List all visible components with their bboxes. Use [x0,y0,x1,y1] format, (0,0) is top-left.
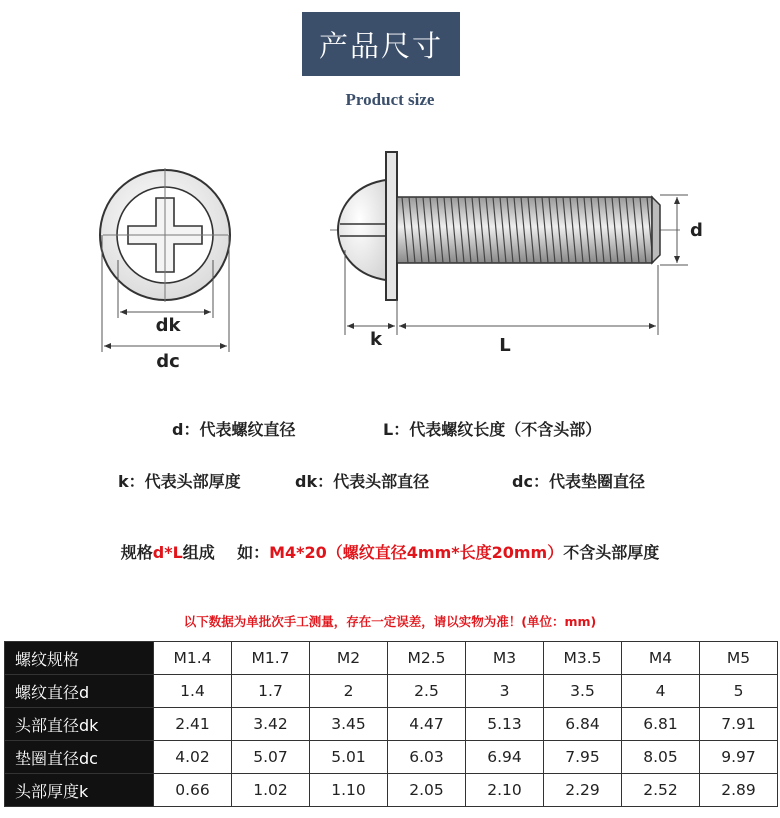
spec-prefix: 规格 [120,543,153,562]
row-header: 螺纹直径d [5,675,154,708]
table-row [5,642,778,675]
table-cell: 9.97 [700,741,778,774]
table-cell: 7.95 [544,741,622,774]
table-cell: 4.02 [154,741,232,774]
table-cell: 2.89 [700,774,778,807]
table-cell: 5.07 [232,741,310,774]
table-cell: 8.05 [622,741,700,774]
table-cell: M1.4 [154,642,232,675]
table-cell: 6.94 [466,741,544,774]
k-label: k [370,329,382,350]
table-cell: 3.5 [544,675,622,708]
head-top-view [100,168,230,372]
screw-side-view [330,152,703,356]
table-cell: 1.02 [232,774,310,807]
page-subtitle: Product size [345,90,435,109]
table-cell: 3 [466,675,544,708]
d-label: d [690,220,703,241]
table-cell: 4 [622,675,700,708]
table-cell: M2 [310,642,388,675]
dc-label: dc [156,351,180,372]
table-cell: 7.91 [700,708,778,741]
legend-d: d：代表螺纹直径 [172,420,296,439]
row-header: 螺纹规格 [5,642,154,675]
legend-k: k：代表头部厚度 [118,472,241,491]
table-cell: M1.7 [232,642,310,675]
spec-dl: d*L [152,543,183,562]
row-header: 头部直径dk [5,708,154,741]
table-cell: 5.13 [466,708,544,741]
dk-label: dk [155,315,181,336]
row-header: 垫圈直径dc [5,741,154,774]
table-cell: 2.5 [388,675,466,708]
spec-example: M4*20（螺纹直径4mm*长度20mm） [269,543,564,562]
legend-dk: dk：代表头部直径 [295,472,430,491]
table-cell: 1.7 [232,675,310,708]
table-cell: 1.4 [154,675,232,708]
table-cell: 4.47 [388,708,466,741]
table-cell: 5.01 [310,741,388,774]
table-cell: 6.03 [388,741,466,774]
table-cell: M5 [700,642,778,675]
table-cell: 2.10 [466,774,544,807]
spec-suffix: 不含头部厚度 [563,543,660,562]
table-cell: 2.05 [388,774,466,807]
table-cell: 2.41 [154,708,232,741]
table-cell: 2 [310,675,388,708]
table-cell: 2.52 [622,774,700,807]
table-cell: M2.5 [388,642,466,675]
L-label: L [499,335,511,356]
table-row [5,741,778,774]
table-cell: M3 [466,642,544,675]
table-cell: 2.29 [544,774,622,807]
table-cell: 1.10 [310,774,388,807]
table-cell: 5 [700,675,778,708]
legend-dc: dc：代表垫圈直径 [512,472,645,491]
table-row [5,675,778,708]
dimensions-table [4,641,778,807]
page-title: 产品尺寸 [302,12,460,76]
table-cell: M3.5 [544,642,622,675]
table-cell: 0.66 [154,774,232,807]
table-cell: 3.42 [232,708,310,741]
spec-line [0,540,780,563]
table-row [5,708,778,741]
spec-middle: 组成 如： [182,543,270,562]
table-row [5,774,778,807]
table-cell: 3.45 [310,708,388,741]
measurement-note: 以下数据为单批次手工测量，存在一定误差，请以实物为准！(单位：mm) [183,614,597,629]
legend-L: L：代表螺纹长度（不含头部） [383,420,602,439]
table-cell: 6.84 [544,708,622,741]
table-cell: M4 [622,642,700,675]
row-header: 头部厚度k [5,774,154,807]
table-cell: 6.81 [622,708,700,741]
screw-diagram [0,0,780,400]
